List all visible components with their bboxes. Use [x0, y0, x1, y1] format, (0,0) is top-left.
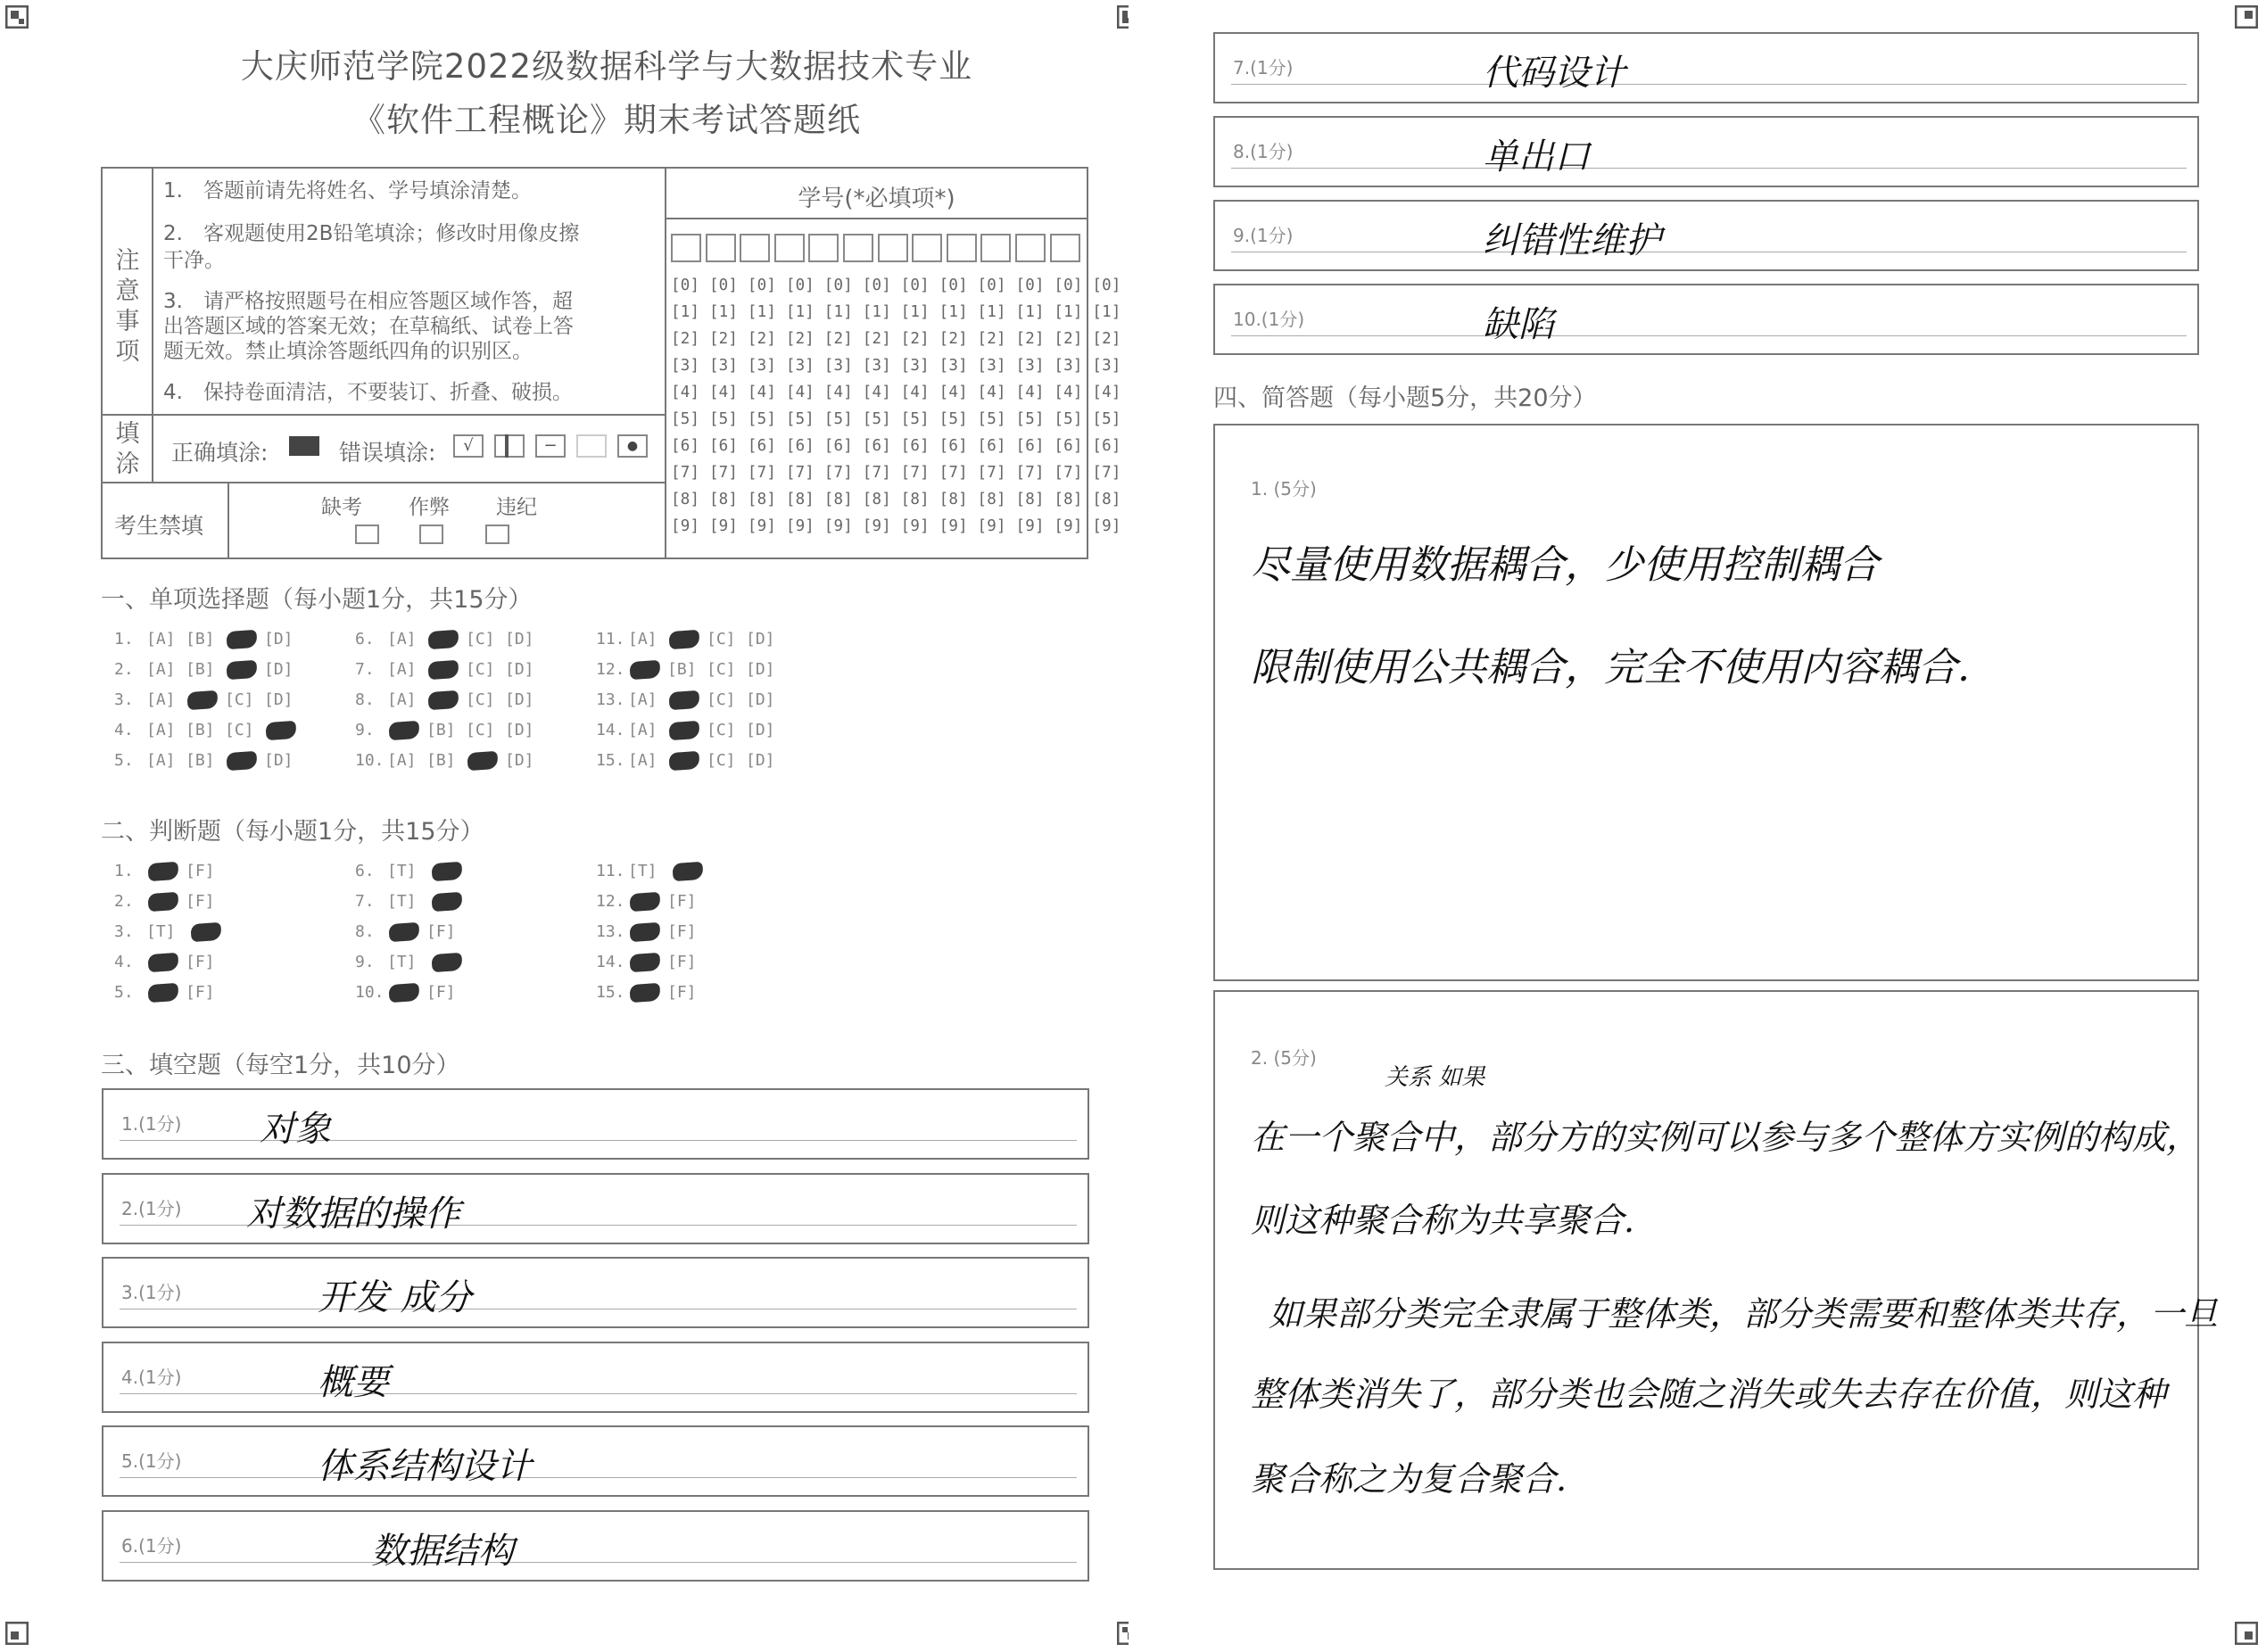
filled-bubble[interactable]: [147, 953, 178, 972]
option-bubble[interactable]: [D]: [264, 630, 294, 648]
student-id-bubble-row[interactable]: [8] [8] [8] [8] [8] [8] [8] [8] [8] [8] [8] [8]: [671, 491, 1121, 508]
question-number: 6.: [355, 862, 375, 880]
question-number: 12.: [596, 660, 625, 679]
option-bubble[interactable]: [F]: [667, 983, 697, 1002]
option-bubble[interactable]: [D]: [264, 751, 294, 770]
question-row: [355, 660, 544, 679]
question-row: [596, 953, 710, 971]
option-bubble[interactable]: [A]: [146, 660, 176, 679]
filled-bubble[interactable]: [147, 983, 178, 1003]
option-bubble[interactable]: [A]: [146, 721, 176, 739]
student-id-cell[interactable]: [706, 234, 736, 262]
option-bubble[interactable]: [A]: [628, 690, 657, 709]
question-row: [114, 751, 303, 770]
filled-bubble[interactable]: [629, 922, 660, 942]
divider: [101, 414, 665, 416]
essay-box-2[interactable]: [1213, 990, 2219, 1570]
essay-1-label: 1. (5分): [1251, 478, 1317, 500]
fill-blank-label: 2.(1分): [121, 1197, 182, 1219]
divider: [227, 482, 229, 559]
option-bubble[interactable]: [F]: [186, 862, 215, 880]
option-bubble[interactable]: [F]: [426, 922, 456, 941]
option-bubble[interactable]: [B]: [186, 660, 215, 679]
fill-blank-label: 7.(1分): [1233, 57, 1294, 78]
option-bubble[interactable]: [D]: [746, 630, 775, 648]
question-row: [114, 690, 303, 709]
answer-rule: [120, 1562, 1077, 1563]
question-number: 4.: [114, 953, 134, 971]
answer-rule: [120, 1477, 1077, 1478]
fill-blank-answer: 缺陷: [1483, 304, 1554, 345]
filled-bubble[interactable]: [668, 690, 699, 710]
question-number: 13.: [596, 690, 625, 709]
option-bubble[interactable]: [C]: [707, 721, 736, 739]
question-number: 1.: [114, 862, 134, 880]
corner-mark-top-left: [5, 5, 30, 30]
wrong-fill-label: 错误填涂:: [339, 440, 436, 466]
option-bubble[interactable]: [D]: [505, 660, 534, 679]
filled-bubble[interactable]: [427, 690, 459, 710]
fill-blank-box[interactable]: [1213, 284, 2199, 355]
essay-2-line-2: 则这种聚合称为共享聚合.: [1251, 1201, 1635, 1240]
option-bubble[interactable]: [B]: [186, 721, 215, 739]
fill-blank-box[interactable]: [102, 1342, 1089, 1413]
fill-blank-answer: 概要: [318, 1361, 389, 1403]
option-bubble[interactable]: [B]: [186, 630, 215, 648]
question-row: [114, 630, 303, 648]
wrong-mark-half-fill: [505, 434, 509, 458]
left-page: [0, 0, 1129, 1652]
filled-bubble[interactable]: [190, 922, 221, 942]
option-bubble[interactable]: [T]: [628, 862, 657, 880]
divider: [665, 218, 1088, 219]
question-number: 2.: [114, 892, 134, 911]
student-id-bubble-row[interactable]: [6] [6] [6] [6] [6] [6] [6] [6] [6] [6] [6] [6]: [671, 437, 1121, 455]
option-bubble[interactable]: [A]: [146, 630, 176, 648]
question-number: 9.: [355, 953, 375, 971]
question-row: [596, 721, 785, 739]
filled-bubble[interactable]: [186, 690, 218, 710]
option-bubble[interactable]: [T]: [146, 922, 176, 941]
question-row: [355, 983, 469, 1002]
option-bubble[interactable]: [F]: [667, 892, 697, 911]
question-number: 12.: [596, 892, 625, 911]
question-row: [596, 751, 785, 770]
question-number: 8.: [355, 690, 375, 709]
section3-title: 三、填空题（每空1分，共10分）: [101, 1052, 460, 1079]
option-bubble[interactable]: [A]: [387, 690, 417, 709]
option-bubble[interactable]: [F]: [426, 983, 456, 1002]
essay-box-1[interactable]: [1213, 424, 2199, 981]
essay-2-line-4: 整体类消失了，部分类也会随之消失或失去存在价值，则这种: [1251, 1375, 2167, 1414]
notice-item-3b: 出答题区域的答案无效；在草稿纸、试卷上答: [163, 315, 574, 338]
option-bubble[interactable]: [A]: [146, 690, 176, 709]
option-bubble[interactable]: [F]: [186, 892, 215, 911]
fill-blank-label: 8.(1分): [1233, 141, 1294, 162]
question-row: [596, 892, 710, 911]
forbid-label: 考生禁填: [114, 513, 204, 539]
filled-bubble[interactable]: [672, 862, 703, 881]
question-number: 9.: [355, 721, 375, 739]
filled-bubble[interactable]: [431, 892, 462, 912]
corner-mark-top-right: [2235, 5, 2260, 30]
forbid-cheat-label: 作弊: [409, 496, 450, 519]
question-row: [114, 721, 303, 739]
student-id-cell[interactable]: [740, 234, 770, 262]
student-id-bubble-row[interactable]: [4] [4] [4] [4] [4] [4] [4] [4] [4] [4] [4] [4]: [671, 384, 1121, 401]
question-number: 2.: [114, 660, 134, 679]
exam-title-line1: 大庆师范学院2022级数据科学与大数据技术专业: [240, 47, 973, 86]
student-id-cell[interactable]: [980, 234, 1011, 262]
filled-bubble[interactable]: [629, 953, 660, 972]
filled-bubble[interactable]: [147, 892, 178, 912]
forbid-violation-label: 违纪: [496, 496, 537, 519]
student-id-cell[interactable]: [671, 234, 701, 262]
answer-rule: [1231, 84, 2187, 85]
option-bubble[interactable]: [A]: [628, 751, 657, 770]
question-row: [114, 862, 228, 880]
student-id-bubble-row[interactable]: [5] [5] [5] [5] [5] [5] [5] [5] [5] [5] [5] [5]: [671, 410, 1121, 428]
filled-bubble[interactable]: [147, 862, 178, 881]
fill-blank-box[interactable]: [102, 1088, 1089, 1160]
question-number: 14.: [596, 721, 625, 739]
filled-bubble[interactable]: [265, 721, 296, 740]
option-bubble[interactable]: [C]: [466, 660, 495, 679]
wrong-mark-empty: [576, 434, 607, 458]
fill-blank-answer: 纠错性维护: [1483, 220, 1661, 261]
question-row: [355, 892, 469, 911]
filled-bubble[interactable]: [668, 630, 699, 649]
option-bubble[interactable]: [A]: [146, 751, 176, 770]
notice-item-4: 4. 保持卷面清洁，不要装订、折叠、破损。: [163, 381, 573, 404]
option-bubble[interactable]: [A]: [387, 751, 417, 770]
option-bubble[interactable]: [D]: [746, 690, 775, 709]
option-bubble[interactable]: [C]: [466, 630, 495, 648]
essay-2-line-5: 聚合称之为复合聚合.: [1251, 1459, 1567, 1499]
question-row: [355, 862, 469, 880]
wrong-mark-half: [494, 434, 525, 458]
filled-bubble[interactable]: [388, 922, 419, 942]
option-bubble[interactable]: [C]: [225, 690, 254, 709]
fill-blank-answer: 对象: [260, 1109, 331, 1150]
question-number: 15.: [596, 751, 625, 770]
question-number: 3.: [114, 922, 134, 941]
forbid-absent-box[interactable]: [355, 525, 379, 544]
option-bubble[interactable]: [D]: [746, 660, 775, 679]
student-id-label: 学号(*必填项*): [798, 186, 955, 212]
filled-bubble[interactable]: [226, 630, 257, 649]
section2-title: 二、判断题（每小题1分，共15分）: [101, 818, 484, 846]
fill-blank-label: 10.(1分): [1233, 309, 1305, 330]
option-bubble[interactable]: [T]: [387, 862, 417, 880]
option-bubble[interactable]: [F]: [667, 922, 697, 941]
notice-item-3c: 题无效。禁止填涂答题纸四角的识别区。: [163, 340, 533, 363]
option-bubble[interactable]: [D]: [264, 690, 294, 709]
question-number: 8.: [355, 922, 375, 941]
question-number: 7.: [355, 892, 375, 911]
option-bubble[interactable]: [C]: [707, 690, 736, 709]
question-number: 4.: [114, 721, 134, 739]
question-row: [355, 751, 544, 770]
fill-blank-answer: 单出口: [1483, 136, 1590, 178]
option-bubble[interactable]: [C]: [466, 721, 495, 739]
correct-fill-sample: [289, 436, 319, 456]
fill-blank-answer: 开发 成分: [318, 1277, 472, 1318]
option-bubble[interactable]: [B]: [186, 751, 215, 770]
option-bubble[interactable]: [C]: [707, 660, 736, 679]
exam-title-line2: 《软件工程概论》期末考试答题纸: [352, 101, 861, 139]
option-bubble[interactable]: [D]: [505, 690, 534, 709]
student-id-cell[interactable]: [947, 234, 977, 262]
student-id-bubble-row[interactable]: [1] [1] [1] [1] [1] [1] [1] [1] [1] [1] [1] [1]: [671, 303, 1121, 321]
filled-bubble[interactable]: [226, 660, 257, 680]
fill-blank-box[interactable]: [1213, 200, 2199, 271]
question-row: [596, 922, 710, 941]
question-number: 11.: [596, 630, 625, 648]
filled-bubble[interactable]: [427, 660, 459, 680]
question-row: [114, 660, 303, 679]
wrong-mark-dot: ●: [617, 434, 648, 458]
option-bubble[interactable]: [F]: [186, 983, 215, 1002]
fill-blank-box[interactable]: [1213, 116, 2199, 187]
filled-bubble[interactable]: [388, 721, 419, 740]
filled-bubble[interactable]: [668, 721, 699, 740]
question-row: [114, 892, 228, 911]
notice-item-1: 1. 答题前请先将姓名、学号填涂清楚。: [163, 179, 532, 202]
question-row: [596, 690, 785, 709]
student-id-bubble-row[interactable]: [0] [0] [0] [0] [0] [0] [0] [0] [0] [0] [0] [0]: [671, 277, 1121, 294]
question-number: 5.: [114, 983, 134, 1002]
question-number: 5.: [114, 751, 134, 770]
filled-bubble[interactable]: [431, 953, 462, 972]
question-row: [114, 983, 228, 1002]
corner-mark-bottom-left: [5, 1622, 30, 1647]
filled-bubble[interactable]: [629, 892, 660, 912]
option-bubble[interactable]: [B]: [426, 721, 456, 739]
filled-bubble[interactable]: [427, 630, 459, 649]
fill-label: 填涂: [115, 420, 140, 478]
option-bubble[interactable]: [B]: [667, 660, 697, 679]
fill-blank-box[interactable]: [102, 1257, 1089, 1328]
option-bubble[interactable]: [C]: [707, 630, 736, 648]
question-row: [355, 690, 544, 709]
option-bubble[interactable]: [A]: [628, 630, 657, 648]
forbid-absent-label: 缺考: [321, 496, 362, 519]
option-bubble[interactable]: [D]: [505, 630, 534, 648]
question-row: [596, 983, 710, 1002]
fill-blank-label: 9.(1分): [1233, 225, 1294, 246]
option-bubble[interactable]: [D]: [264, 660, 294, 679]
fill-blank-box[interactable]: [102, 1173, 1089, 1244]
option-bubble[interactable]: [C]: [225, 721, 254, 739]
filled-bubble[interactable]: [629, 983, 660, 1003]
question-number: 11.: [596, 862, 625, 880]
question-number: 1.: [114, 630, 134, 648]
student-id-cell[interactable]: [878, 234, 908, 262]
question-row: [114, 922, 228, 941]
option-bubble[interactable]: [C]: [466, 690, 495, 709]
wrong-mark-check: √: [453, 434, 484, 458]
essay-2-line-3: 如果部分类完全隶属于整体类，部分类需要和整体类共存，一旦: [1269, 1294, 2219, 1334]
forbid-violation-box[interactable]: [485, 525, 509, 544]
question-row: [596, 630, 785, 648]
student-id-cell[interactable]: [1050, 234, 1080, 262]
option-bubble[interactable]: [F]: [667, 953, 697, 971]
question-row: [355, 953, 469, 971]
option-bubble[interactable]: [D]: [505, 721, 534, 739]
fill-blank-label: 4.(1分): [121, 1366, 182, 1388]
option-bubble[interactable]: [C]: [707, 751, 736, 770]
section1-title: 一、单项选择题（每小题1分，共15分）: [101, 586, 533, 614]
question-number: 6.: [355, 630, 375, 648]
answer-rule: [1231, 335, 2187, 336]
student-id-cell[interactable]: [808, 234, 839, 262]
forbid-cheat-box[interactable]: [419, 525, 443, 544]
question-number: 10.: [355, 983, 385, 1002]
fill-blank-answer: 对数据的操作: [246, 1193, 460, 1235]
right-page: [1129, 0, 2266, 1652]
option-bubble[interactable]: [A]: [387, 660, 417, 679]
notice-label: 注意事项: [115, 247, 140, 366]
option-bubble[interactable]: [D]: [746, 721, 775, 739]
student-id-cell[interactable]: [774, 234, 805, 262]
question-number: 13.: [596, 922, 625, 941]
notice-item-2b: 干净。: [163, 249, 225, 272]
question-row: [596, 660, 785, 679]
student-id-bubble-row[interactable]: [7] [7] [7] [7] [7] [7] [7] [7] [7] [7] [7] [7]: [671, 464, 1121, 482]
option-bubble[interactable]: [D]: [505, 751, 534, 770]
filled-bubble[interactable]: [431, 862, 462, 881]
fill-blank-answer: 体系结构设计: [318, 1446, 532, 1487]
student-id-bubble-row[interactable]: [3] [3] [3] [3] [3] [3] [3] [3] [3] [3] [3] [3]: [671, 357, 1121, 375]
notice-item-3: 3. 请严格按照题号在相应答题区域作答，超: [163, 290, 573, 313]
option-bubble[interactable]: [T]: [387, 953, 417, 971]
question-number: 10.: [355, 751, 385, 770]
wrong-mark-dash: −: [535, 434, 566, 458]
student-id-cell[interactable]: [843, 234, 873, 262]
divider: [665, 167, 666, 559]
option-bubble[interactable]: [F]: [186, 953, 215, 971]
notice-item-2: 2. 客观题使用2B铅笔填涂；修改时用像皮擦: [163, 222, 580, 245]
essay-2-label: 2. (5分): [1251, 1047, 1317, 1069]
fill-blank-label: 6.(1分): [121, 1534, 182, 1557]
question-row: [355, 721, 544, 739]
option-bubble[interactable]: [D]: [746, 751, 775, 770]
option-bubble[interactable]: [T]: [387, 892, 417, 911]
fill-blank-box[interactable]: [102, 1510, 1089, 1582]
option-bubble[interactable]: [A]: [628, 721, 657, 739]
student-id-bubble-row[interactable]: [2] [2] [2] [2] [2] [2] [2] [2] [2] [2] [2] [2]: [671, 330, 1121, 348]
fill-blank-label: 5.(1分): [121, 1450, 182, 1472]
fill-blank-label: 3.(1分): [121, 1282, 182, 1303]
question-row: [355, 630, 544, 648]
essay-1-line-2: 限制使用公共耦合，完全不使用内容耦合.: [1251, 645, 1970, 690]
essay-1-line-1: 尽量使用数据耦合，少使用控制耦合: [1251, 542, 1879, 588]
fill-blank-answer: 代码设计: [1483, 53, 1625, 94]
option-bubble[interactable]: [B]: [426, 751, 456, 770]
question-number: 7.: [355, 660, 375, 679]
section4-title: 四、简答题（每小题5分，共20分）: [1213, 384, 1597, 412]
essay-2-line-1: 在一个聚合中，部分方的实例可以参与多个整体方实例的构成，: [1251, 1118, 2201, 1157]
question-row: [355, 922, 469, 941]
corner-mark-bottom-right: [2235, 1622, 2260, 1647]
filled-bubble[interactable]: [226, 751, 257, 771]
fill-blank-label: 1.(1分): [121, 1113, 182, 1135]
answer-rule: [120, 1393, 1077, 1394]
student-id-cell[interactable]: [912, 234, 942, 262]
option-bubble[interactable]: [A]: [387, 630, 417, 648]
question-number: 14.: [596, 953, 625, 971]
filled-bubble[interactable]: [629, 660, 660, 680]
filled-bubble[interactable]: [467, 751, 498, 771]
question-number: 15.: [596, 983, 625, 1002]
filled-bubble[interactable]: [388, 983, 419, 1003]
answer-rule: [1231, 168, 2187, 169]
student-id-bubble-row[interactable]: [9] [9] [9] [9] [9] [9] [9] [9] [9] [9] [9] [9]: [671, 517, 1121, 535]
fill-blank-box[interactable]: [1213, 32, 2199, 103]
fill-blank-box[interactable]: [102, 1425, 1089, 1497]
correct-fill-label: 正确填涂:: [171, 440, 269, 466]
fill-blank-answer: 数据结构: [371, 1530, 514, 1572]
divider: [152, 167, 153, 482]
essay-2-note: 关系 如果: [1385, 1064, 1485, 1091]
question-number: 3.: [114, 690, 134, 709]
divider: [101, 482, 665, 483]
filled-bubble[interactable]: [668, 751, 699, 771]
question-row: [114, 953, 228, 971]
question-row: [596, 862, 710, 880]
student-id-cell[interactable]: [1015, 234, 1046, 262]
